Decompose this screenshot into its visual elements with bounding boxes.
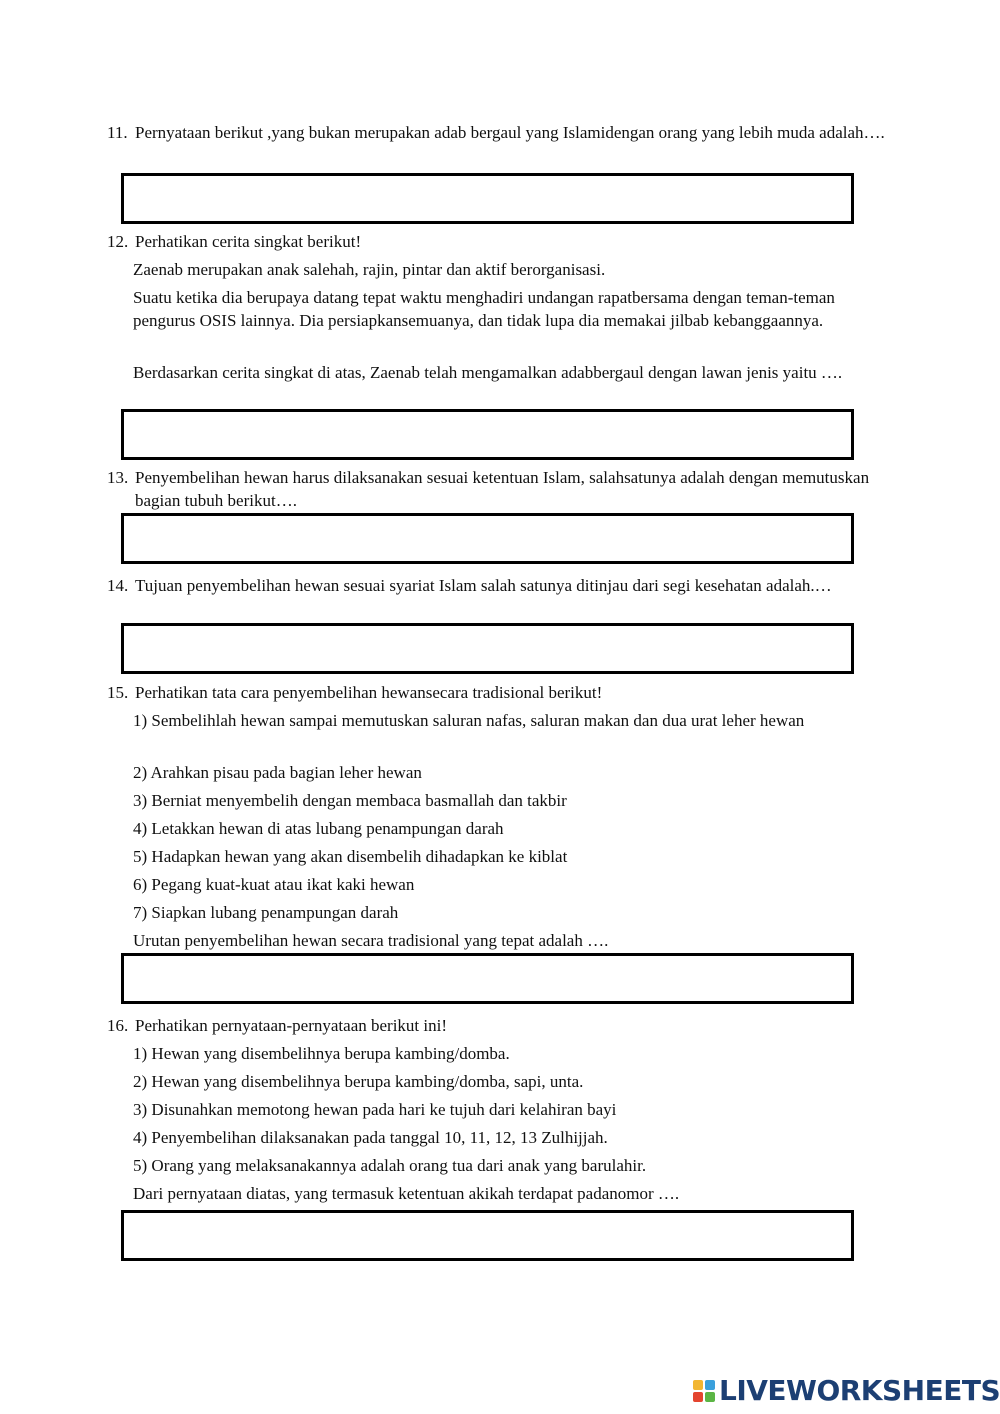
list-item: 5) Orang yang melaksanakannya adalah orang tua dari anak yang barulahir. — [133, 1156, 647, 1175]
logo-square-icon — [705, 1392, 715, 1402]
list-item: 4) Letakkan hewan di atas lubang penampungan darah — [133, 819, 504, 838]
question-number: 12. — [107, 232, 129, 251]
question-number: 15. — [107, 683, 129, 702]
question-text: Perhatikan pernyataan-pernyataan berikut ini! — [135, 1016, 448, 1035]
logo-square-icon — [693, 1392, 703, 1402]
question-text: Tujuan penyembelihan hewan sesuai syariat Islam salah satunya ditinjau dari segi kesehatan adalah.… — [135, 576, 832, 595]
story-paragraph: Suatu ketika dia berupaya datang tepat waktu menghadiri undangan rapatbersama dengan teman-teman pengurus OSIS lainnya. Dia persiapkansemuanya, dan tidak lupa dia memakai jilbab kebanggaannya. — [133, 288, 835, 330]
answer-box-14[interactable] — [121, 623, 854, 674]
question-11 — [107, 121, 887, 144]
logo-mark-icon — [693, 1380, 715, 1402]
list-item: 6) Pegang kuat-kuat atau ikat kaki hewan — [133, 875, 415, 894]
question-number: 11. — [107, 123, 128, 142]
question-16 — [107, 1014, 887, 1037]
list-item: 3) Disunahkan memotong hewan pada hari ke tujuh dari kelahiran bayi — [133, 1100, 617, 1119]
question-13 — [107, 466, 887, 512]
answer-box-12[interactable] — [121, 409, 854, 460]
question-prompt: Urutan penyembelihan hewan secara tradisional yang tepat adalah …. — [133, 931, 609, 950]
question-12 — [107, 230, 887, 253]
question-14 — [107, 574, 887, 597]
liveworksheets-logo — [693, 1374, 1000, 1407]
answer-box-13[interactable] — [121, 513, 854, 564]
question-text: Pernyataan berikut ,yang bukan merupakan adab bergaul yang Islamidengan orang yang lebih muda adalah…. — [135, 123, 885, 142]
question-prompt: Dari pernyataan diatas, yang termasuk ketentuan akikah terdapat padanomor …. — [133, 1184, 680, 1203]
question-text: Perhatikan cerita singkat berikut! — [135, 232, 362, 251]
list-item: 7) Siapkan lubang penampungan darah — [133, 903, 399, 922]
story-paragraph: Zaenab merupakan anak salehah, rajin, pintar dan aktif berorganisasi. — [133, 260, 606, 279]
list-item: 1) Sembelihlah hewan sampai memutuskan saluran nafas, saluran makan dan dua urat leher hewan — [133, 711, 805, 730]
list-item: 1) Hewan yang disembelihnya berupa kambing/domba. — [133, 1044, 510, 1063]
list-item: 5) Hadapkan hewan yang akan disembelih dihadapkan ke kiblat — [133, 847, 568, 866]
question-number: 16. — [107, 1016, 129, 1035]
question-15 — [107, 681, 887, 704]
list-item: 2) Arahkan pisau pada bagian leher hewan — [133, 763, 422, 782]
list-item: 2) Hewan yang disembelihnya berupa kambing/domba, sapi, unta. — [133, 1072, 584, 1091]
question-text: Penyembelihan hewan harus dilaksanakan sesuai ketentuan Islam, salahsatunya adalah dengan memutuskan bagian tubuh berikut…. — [135, 468, 870, 510]
answer-box-11[interactable] — [121, 173, 854, 224]
question-text: Perhatikan tata cara penyembelihan hewansecara tradisional berikut! — [135, 683, 603, 702]
logo-square-icon — [705, 1380, 715, 1390]
question-number: 13. — [107, 468, 129, 487]
question-prompt: Berdasarkan cerita singkat di atas, Zaenab telah mengamalkan adabbergaul dengan lawan jenis yaitu …. — [133, 363, 843, 382]
logo-text: LIVEWORKSHEETS — [719, 1374, 1000, 1407]
answer-box-16[interactable] — [121, 1210, 854, 1261]
list-item: 4) Penyembelihan dilaksanakan pada tanggal 10, 11, 12, 13 Zulhijjah. — [133, 1128, 608, 1147]
logo-square-icon — [693, 1380, 703, 1390]
answer-box-15[interactable] — [121, 953, 854, 1004]
question-number: 14. — [107, 576, 129, 595]
list-item: 3) Berniat menyembelih dengan membaca basmallah dan takbir — [133, 791, 567, 810]
